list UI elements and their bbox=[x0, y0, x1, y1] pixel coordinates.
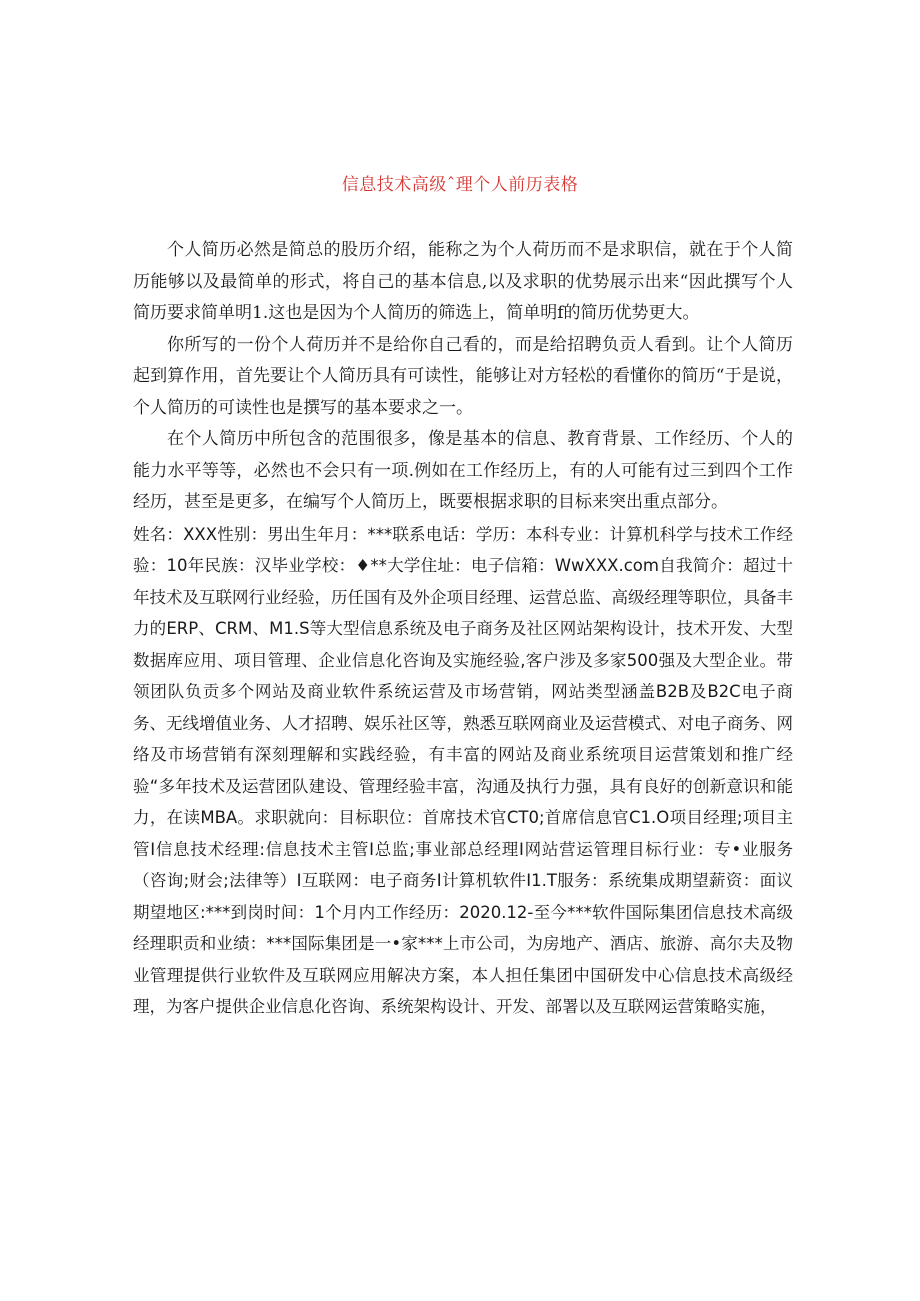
document-body bbox=[133, 235, 793, 1023]
document-title: 信息技术高级ˆ理个人前历表格 bbox=[341, 175, 579, 195]
resume-details-paragraph: 姓名：XXX性别：男出生年月：***联系电话：学历：本科专业：计算机科学与技术工作经验：10年民族：汉毕业学校：♦**大学住址：电子信箱：WwXXX.com自我简介：超过十年技术及互联网行业经验，历任国有及外企项目经理、运营总监、高级经理等职位，具备丰力的ERP、CRM、M1.S等大型信息系统及电子商务及社区网站架构设计，技术开发、大型数据库应用、项目管理、企业信息化咨询及实施经验,客户涉及多家500强及大型企业。带领团队负贡多个网站及商业软件系统运营及市场营销，网站类型涵盖B2B及B2C电子商务、无线增值业务、人才招聘、娱乐社区等，熟悉互联网商业及运营模式、对电子商务、网络及市场营销有深刻理解和实践经验，有丰富的网站及商业系统项目运营策划和推广经验“多年技术及运营团队建设、管理经验丰富，沟通及执行力强，具有良好的创新意识和能力，在读MBA。求职就向：目标职位：首席技术官CT0;首席信息官C1.O项目经理;项目主管I信息技术经理:信息技术主管I总监;事业部总经理I网站营运管理目标行业：专•业服务（咨询;财会;法律等）I互联网：电子商务I计算机软件I1.T服务：系统集成期望薪资：面议期望地区:***到岗时间：1个月内工作经历：2020.12-至今***软件国际集团信息技术高级经理职贡和业绩：***国际集团是一•家***上市公司，为房地产、酒店、旅游、高尔夫及物业管理提供行业软件及互联网应用解决方案，本人担任集团中国研发中心信息技术高级经理，为客户提供企业信息化咨询、系统架构设计、开发、部署以及互联网运营策略实施， bbox=[133, 524, 793, 1016]
intro-paragraph-1: 个人简历必然是简总的股历介绍，能称之为个人荷历而不是求职信，就在于个人简历能够以及最简单的形式，将自己的基本信息,以及求职的优势展示出来“因此撰写个人简历要求简单明1.这也是因为个人简历的筛选上，简单明f的简历优势更大。 bbox=[133, 240, 793, 323]
intro-paragraph-2: 你所写的一份个人荷历并不是给你自己看的，而是给招聘负贡人看到。让个人简历起到算作用，首先要让个人简历具有可读性，能够让对方轻松的看懂你的简历“于是说，个人简历的可读性也是撰写的基本要求之一。 bbox=[133, 334, 793, 418]
intro-paragraph-3: 在个人简历中所包含的范围很多，像是基本的信息、教育背景、工作经历、个人的能力水平等等，必然也不会只有一项.例如在工作经历上，有的人可能有过三到四个工作经历，甚至是更多，在编写个人简历上，既要根据求职的目标来突出重点部分。 bbox=[133, 429, 793, 512]
